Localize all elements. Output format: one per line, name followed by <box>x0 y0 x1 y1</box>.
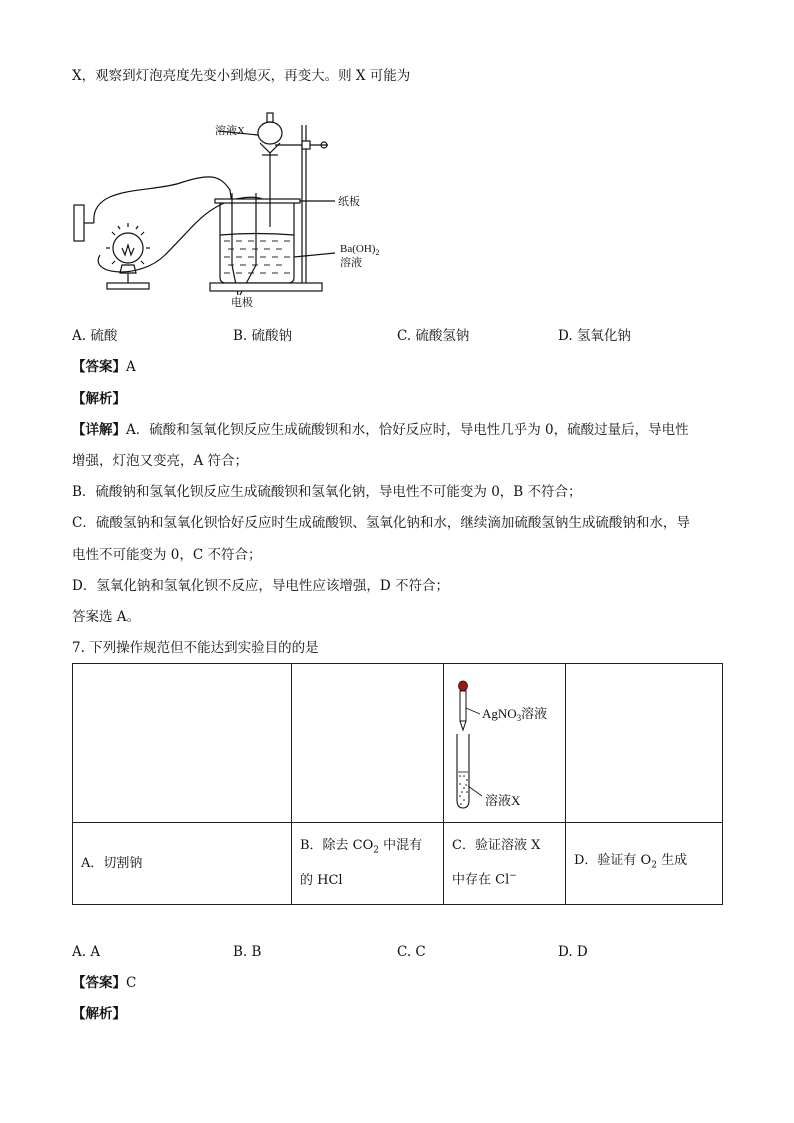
dropper-label: AgNO$_3$溶液 <box>482 706 548 723</box>
q6-option-d: D. 氢氧化钠 <box>558 328 631 344</box>
q6-explanation-line <box>72 420 689 440</box>
cell-a-text: A．切割钠 <box>81 855 143 871</box>
q6-explanation-line: 增强，灯泡又变亮，A 符合； <box>72 453 249 469</box>
q6-explanation-line: B．硫酸钠和氢氧化钡反应生成硫酸钡和氢氧化钠，导电性不可能变为 0，B 不符合； <box>72 484 582 500</box>
cell-b-text-2: 的 HCl <box>300 872 343 888</box>
q6-conclusion: 答案选 A。 <box>72 609 141 625</box>
q6-analysis-tag: 【解析】 <box>72 391 126 407</box>
cell-c-text: C．验证溶液 X <box>452 838 541 854</box>
label-baoh2: $Ba(OH)_2$ <box>340 243 380 257</box>
cell-d-text: D．验证有 $O_2$ 生成 <box>574 853 688 871</box>
answer-tag: 【答案】 <box>72 359 126 375</box>
q7-option-d: D. D <box>558 944 588 960</box>
q6-answer <box>72 357 136 377</box>
label-solution-x: 溶液X <box>215 125 245 137</box>
cell-image-a <box>73 664 292 823</box>
label-solution: 溶液 <box>340 257 362 269</box>
cell-a <box>73 823 292 905</box>
q6-explanation-line: D．氢氧化钠和氢氧化钡不反应，导电性应该增强，D 不符合； <box>72 578 449 594</box>
answer-value: A <box>126 359 136 375</box>
cell-b <box>292 823 444 905</box>
answer-tag: 【答案】 <box>72 975 126 991</box>
answer-value: C <box>126 975 137 991</box>
explanation-text: A．硫酸和氢氧化钡反应生成硫酸钡和水，恰好反应时，导电性几乎为 0，硫酸过量后，导电性 <box>126 422 689 438</box>
q7-option-a: A. A <box>72 944 101 960</box>
cell-d <box>566 823 723 905</box>
q7-analysis-tag: 【解析】 <box>72 1006 126 1022</box>
dropper-test-tube-drawing <box>444 668 564 818</box>
cell-b-text: B．除去 $CO_2$ 中混有 <box>300 838 423 856</box>
q6-option-b: B. 硫酸钠 <box>233 328 293 344</box>
detail-tag: 【详解】 <box>72 422 126 438</box>
tube-label: 溶液X <box>485 793 521 808</box>
cell-image-c <box>444 664 566 823</box>
q6-option-c: C. 硫酸氢钠 <box>397 328 470 344</box>
apparatus-drawing <box>70 105 380 315</box>
cell-image-d <box>566 664 723 823</box>
q7-option-b: B. B <box>233 944 262 960</box>
q6-explanation-line: 电性不可能变为 0，C 不符合； <box>72 547 262 563</box>
q7-options-table <box>72 663 723 905</box>
intro-text: X，观察到灯泡亮度先变小到熄灭，再变大。则 X 可能为 <box>72 68 411 84</box>
label-electrode: 电极 <box>231 297 253 309</box>
cell-c-text-2: 中存在 Cl− <box>452 871 517 888</box>
q7-option-c: C. C <box>397 944 426 960</box>
q6-explanation-line: C．硫酸氢钠和氢氧化钡恰好反应时生成硫酸钡、氢氧化钠和水，继续滴加硫酸氢钠生成硫酸钠和水，导 <box>72 515 690 531</box>
cell-image-b <box>292 664 444 823</box>
conductivity-apparatus-figure <box>70 105 380 315</box>
label-paper-board: 纸板 <box>338 196 360 208</box>
q6-option-a: A. 硫酸 <box>72 328 118 344</box>
q7-title: 7. 下列操作规范但不能达到实验目的的是 <box>72 640 319 656</box>
cell-c <box>444 823 566 905</box>
q7-answer <box>72 973 136 993</box>
